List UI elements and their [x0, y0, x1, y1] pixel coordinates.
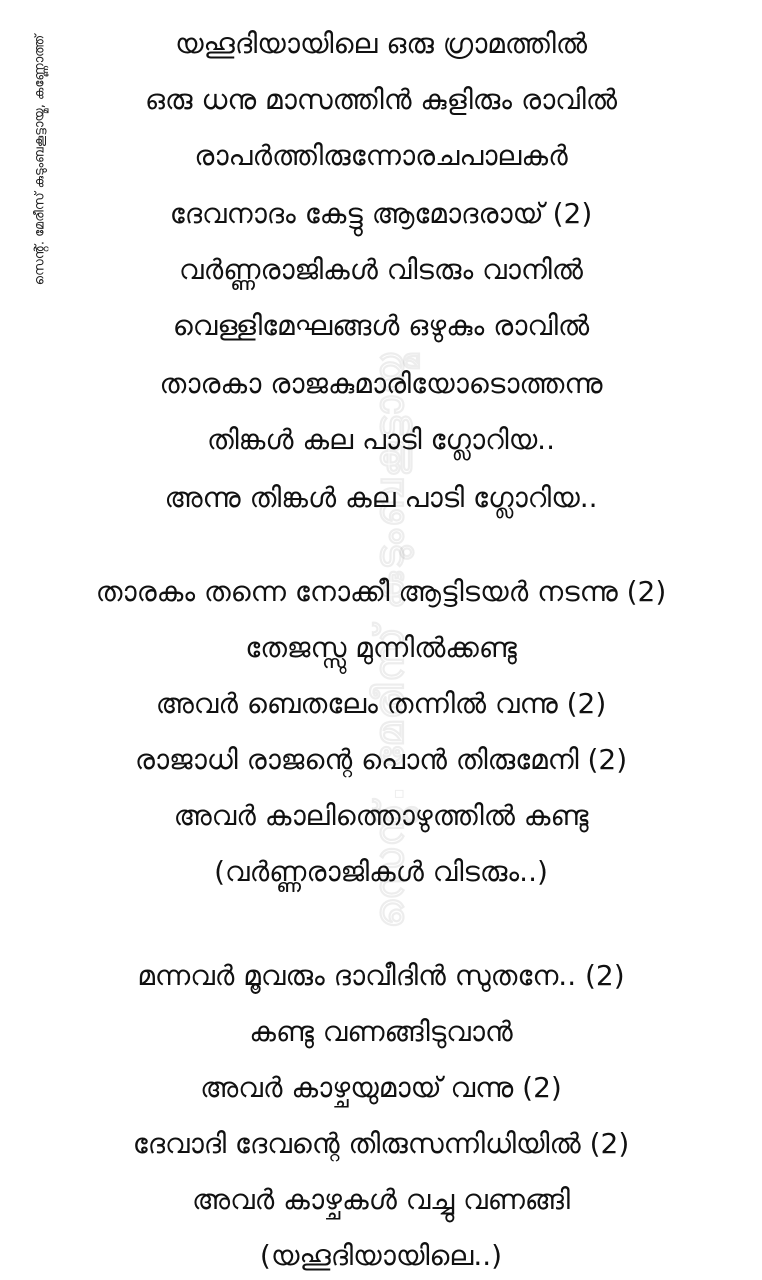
- lyric-line: വെള്ളിമേഘങ്ങൾ ഒഴുകും രാവിൽ: [172, 309, 590, 342]
- lyric-line: മന്നവർ മൂവരും ദാവീദിൻ സുതനേ.. (2): [137, 959, 625, 992]
- lyric-line: രാപർത്തിരുന്നോരചപാലകർ: [194, 139, 568, 172]
- lyric-line: താരകാ രാജകുമാരിയോടൊത്തന്നു: [159, 367, 603, 400]
- lyric-line: തിങ്കൾ കല പാടി ഗ്ലോറിയ..: [207, 423, 555, 456]
- watermark: സെൻ്റ്. മേരീസ് കുടുംബകൂട്ടായ്മ: [367, 351, 413, 929]
- lyric-line: താരകം തന്നെ നോക്കീ ആട്ടിടയർ നടന്നു (2): [95, 575, 667, 608]
- lyric-line: രാജാധി രാജന്റെ പൊൻ തിരുമേനി (2): [134, 743, 628, 776]
- lyric-line: അന്നു തിങ്കൾ കല പാടി ഗ്ലോറിയ..: [164, 481, 598, 514]
- lyric-line: (വർണ്ണരാജികൾ വിടരും..): [214, 855, 548, 888]
- lyric-line: ദേവനാദം കേട്ടു ആമോദരായ് (2): [169, 197, 593, 230]
- lyric-line: അവർ കാലിത്തൊഴുത്തിൽ കണ്ടു: [173, 799, 589, 832]
- lyric-line: അവർ കാഴ്ചകൾ വച്ചു വണങ്ങി: [192, 1183, 570, 1216]
- lyric-line: അവർ ബെതലേം തന്നിൽ വന്നു (2): [155, 687, 607, 720]
- lyric-line: തേജസ്സു മുന്നിൽക്കണ്ടു: [245, 631, 517, 664]
- side-caption: സെൻ്റ്. മേരീസ് കുടുംബകൂട്ടായ്മ, കണ്ണോത്ത്: [32, 34, 48, 286]
- lyric-line: ഒരു ധനു മാസത്തിൻ കുളിരും രാവിൽ: [144, 83, 618, 116]
- lyric-line: വർണ്ണരാജികൾ വിടരും വാനിൽ: [179, 253, 583, 286]
- lyric-line: ദേവാദി ദേവന്റെ തിരുസന്നിധിയിൽ (2): [132, 1127, 630, 1160]
- lyric-line: അവർ കാഴ്ചയുമായ് വന്നു (2): [200, 1071, 562, 1104]
- lyric-line: കണ്ടു വണങ്ങിടുവാൻ: [249, 1015, 513, 1048]
- lyric-line: യഹൂദിയായിലെ ഒരു ഗ്രാമത്തിൽ: [174, 27, 588, 60]
- lyric-line: (യഹൂദിയായിലെ..): [259, 1239, 503, 1272]
